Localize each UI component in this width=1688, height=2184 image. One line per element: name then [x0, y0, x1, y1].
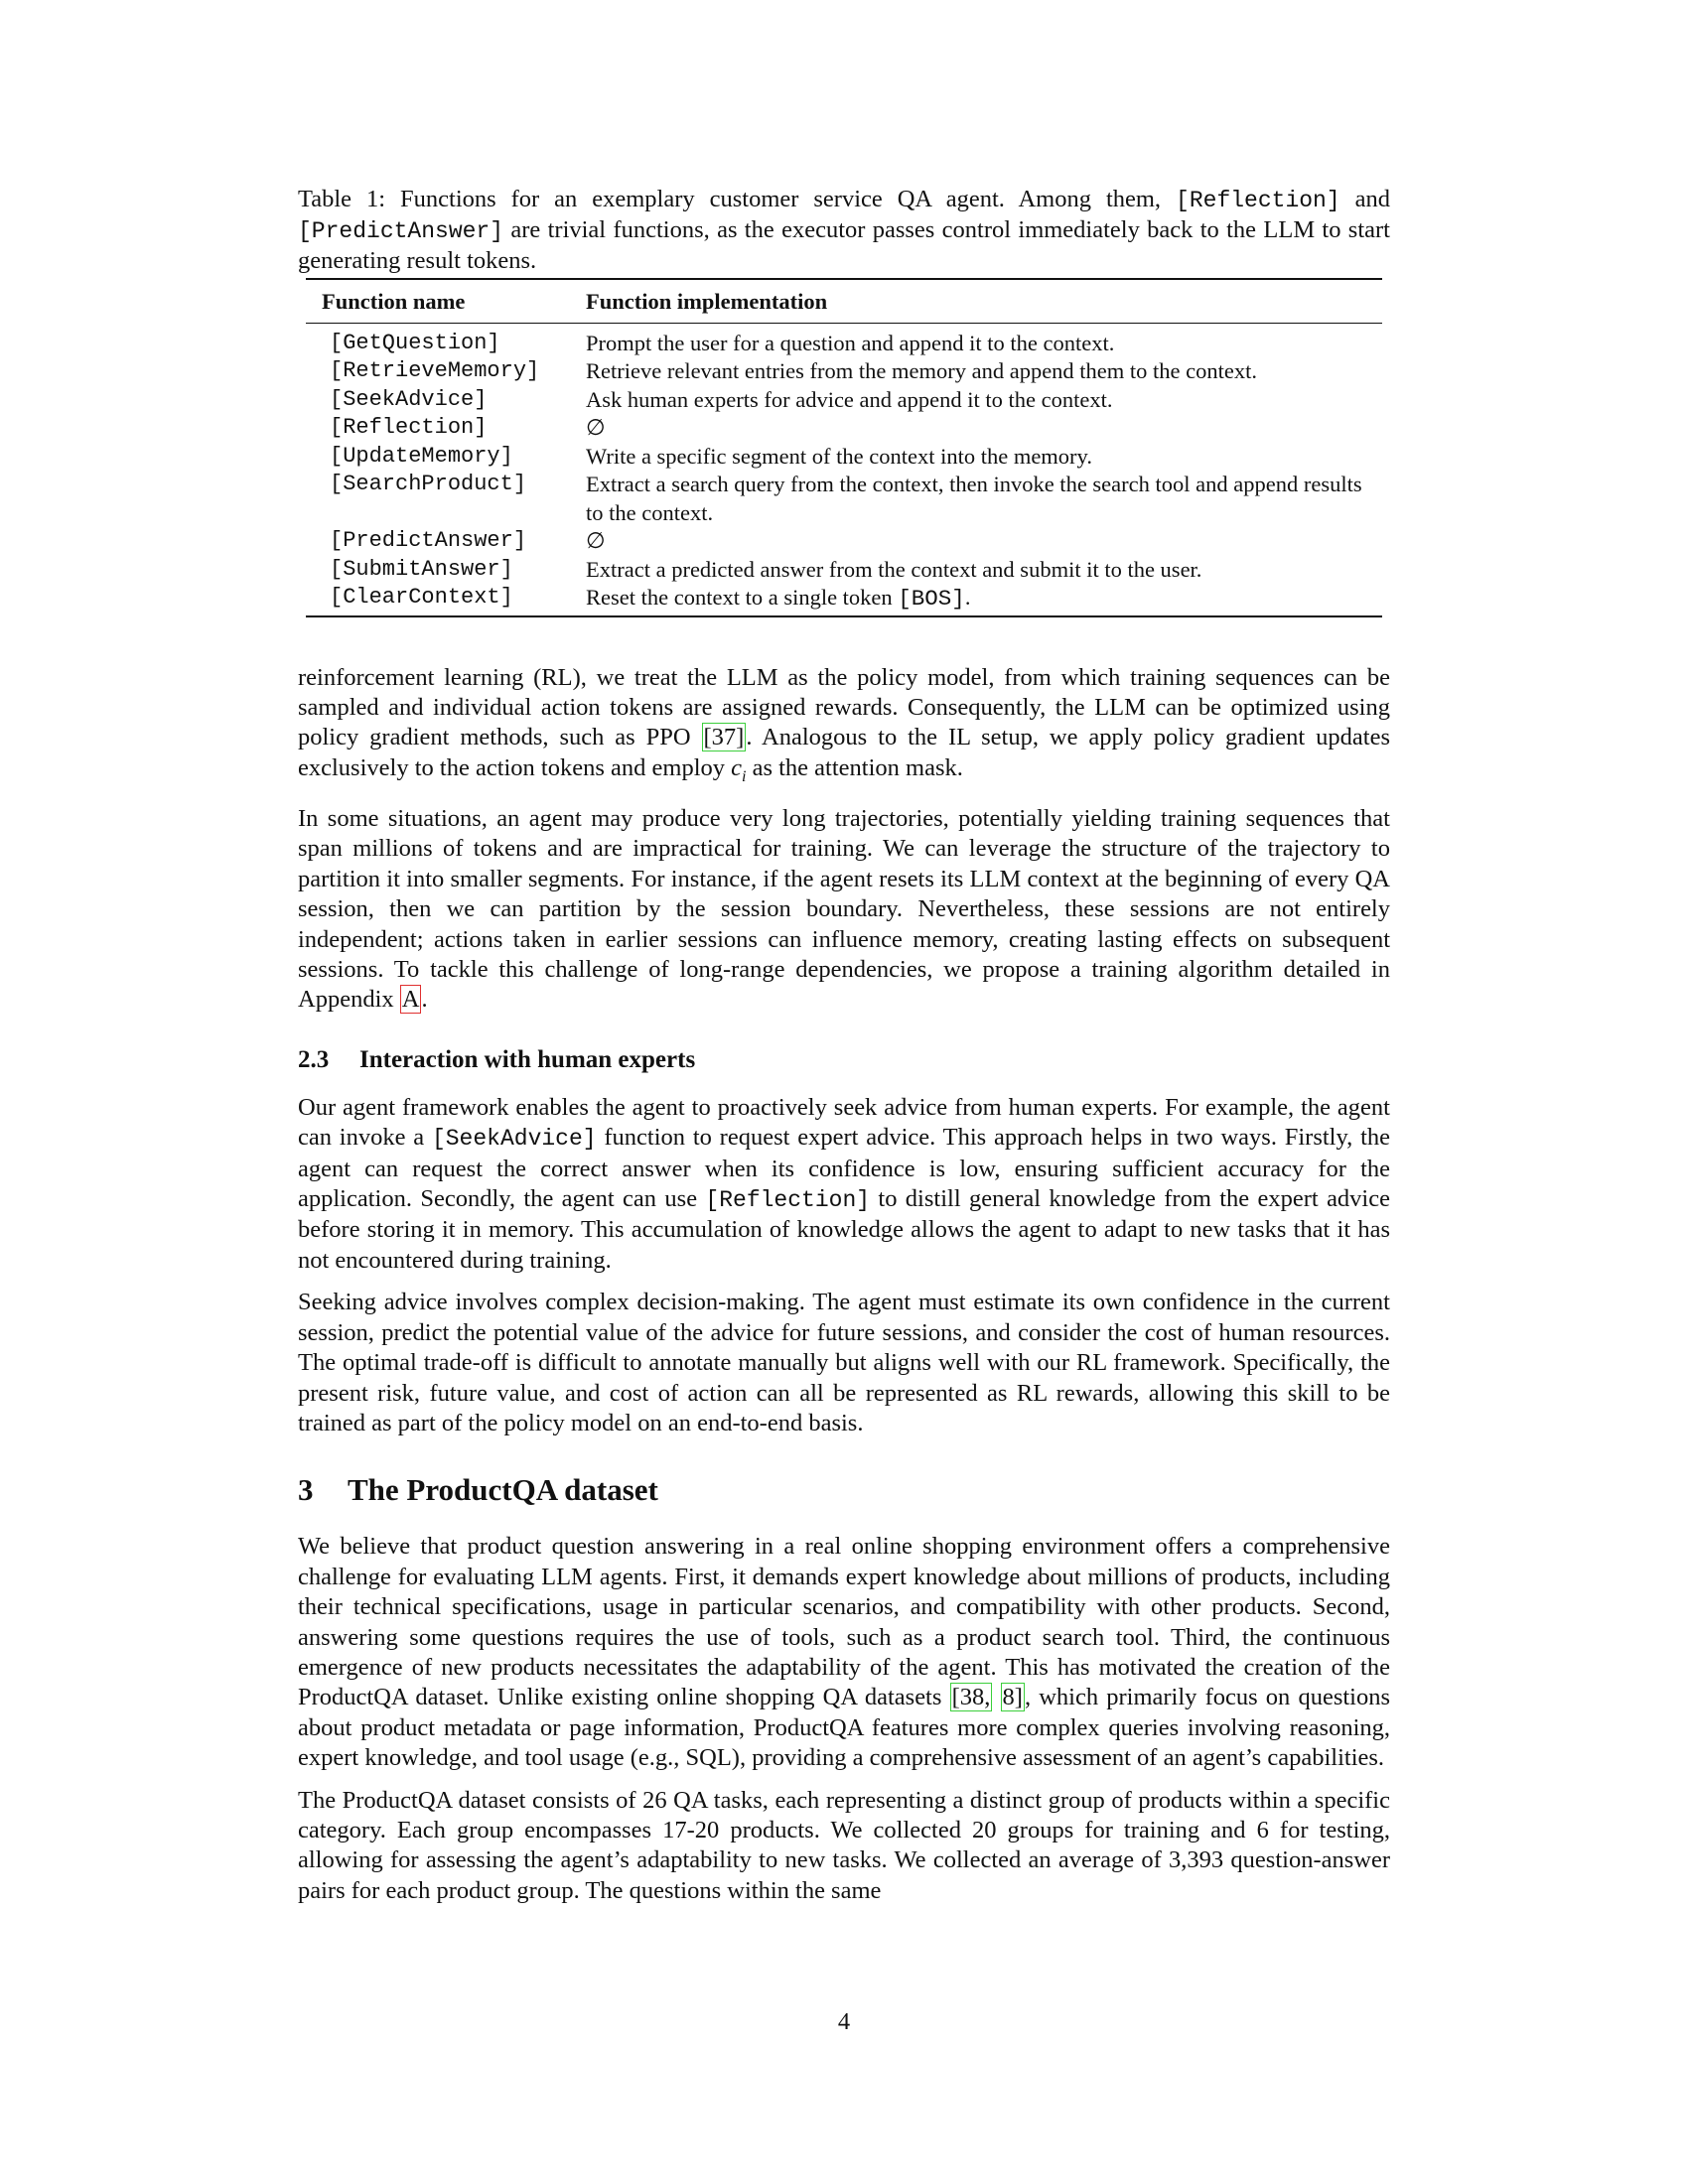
- function-name-cell: [RetrieveMemory]: [330, 358, 540, 383]
- function-impl-cell: Reset the context to a single token [BOS].: [586, 584, 1382, 616]
- code-bos: [BOS]: [898, 586, 965, 612]
- function-impl-cell: ∅: [586, 528, 606, 553]
- citation-link[interactable]: 8]: [1002, 1684, 1023, 1711]
- function-impl-cell: Prompt the user for a question and append it to the context.: [586, 330, 1115, 355]
- citation-link[interactable]: [37]: [703, 724, 745, 751]
- function-name-cell: [PredictAnswer]: [330, 528, 527, 553]
- paragraph-productqa-motivation: We believe that product question answering in a real online shopping environment offers a comprehensive challenge for evaluating LLM agents. First, it demands expert knowledge about millions of products, including their technical specifications, usage in particular scenarios, and compatibility with other products. Second, answering some questions requires the use of tools, such as a product search tool. Third, the continuous emergence of new products necessitates the adaptability of the agent. This has motivated the creation of the ProductQA dataset. Unlike existing online shopping QA datasets [38, 8], which primarily focus on questions about product metadata or page information, ProductQA features more complex queries involving reasoning, expert knowledge, and tool usage (e.g., SQL), providing a comprehensive assessment of an agent’s capabilities.: [298, 1533, 1391, 1772]
- function-name-cell: [SubmitAnswer]: [330, 556, 513, 582]
- code-reflection: [Reflection]: [705, 1187, 871, 1214]
- table-row: [306, 556, 1382, 585]
- table-row: [306, 584, 1382, 616]
- table-row: [306, 323, 1382, 357]
- column-header-function-name: Function name: [306, 279, 586, 323]
- function-impl-cell: Extract a search query from the context, then invoke the search tool and append results to the context.: [586, 472, 1362, 525]
- table-row: [306, 357, 1382, 386]
- function-name-cell: [UpdateMemory]: [330, 443, 513, 469]
- paragraph-seek-advice: Our agent framework enables the agent to proactively seek advice from human experts. For example, the agent can invoke a [SeekAdvice] function to request expert advice. This approach helps in two ways. Firstly, the agent can request the correct answer when its confidence is low, ensuring sufficient accuracy for the application. Secondly, the agent can use [Reflection] to distill general knowledge from the expert advice before storing it in memory. This accumulation of knowledge allows the agent to adapt to new tasks that it has not encountered during training.: [298, 1093, 1390, 1274]
- code-reflection: [Reflection]: [1176, 188, 1340, 213]
- function-impl-cell: Retrieve relevant entries from the memory and append them to the context.: [586, 358, 1258, 383]
- table-row: [306, 443, 1382, 472]
- function-impl-cell: Write a specific segment of the context into the memory.: [586, 443, 1092, 469]
- section-heading-2-3: 2.3 Interaction with human experts: [298, 1045, 696, 1073]
- function-impl-cell: Ask human experts for advice and append it to the context.: [586, 386, 1113, 412]
- page-number: 4: [837, 2008, 851, 2035]
- function-name-cell: [Reflection]: [330, 415, 488, 440]
- paragraph-rl: reinforcement learning (RL), we treat the LLM as the policy model, from which training sequences can be sampled and individual action tokens are assigned rewards. Consequently, the LLM can be optimized using policy gradient methods, such as PPO [37]. Analogous to the IL setup, we apply policy gradient updates exclusively to the action tokens and employ $c_i$ as the attention mask.: [298, 663, 1390, 785]
- paragraph-productqa-composition: The ProductQA dataset consists of 26 QA tasks, each representing a distinct group of products within a specific category. Each group encompasses 17-20 products. We collected 20 groups for training and 6 for testing, allowing for assessing the agent’s adaptability to new tasks. We collected an average of 3,393 question-answer pairs for each product group. The questions within the same: [298, 1786, 1390, 1904]
- paper-page: [298, 185, 1390, 1906]
- functions-table: [306, 278, 1382, 617]
- function-impl-cell: Extract a predicted answer from the context and submit it to the user.: [586, 556, 1202, 582]
- table-row: [306, 471, 1382, 527]
- section-heading-3: 3 The ProductQA dataset: [298, 1472, 658, 1508]
- function-name-cell: [ClearContext]: [306, 584, 586, 616]
- table-row: [306, 414, 1382, 443]
- code-predictanswer: [PredictAnswer]: [298, 218, 504, 244]
- function-name-cell: [GetQuestion]: [330, 330, 500, 355]
- column-header-function-implementation: Function implementation: [586, 279, 1382, 323]
- table-caption: Table 1: Functions for an exemplary customer service QA agent. Among them, [Reflection] and [PredictAnswer] are trivial functions, as the executor passes control immediately back to the LLM to start generating result tokens.: [298, 186, 1391, 274]
- table-row: [306, 527, 1382, 556]
- appendix-link[interactable]: A: [401, 986, 420, 1014]
- function-name-cell: [SeekAdvice]: [330, 386, 488, 412]
- table-row: [306, 386, 1382, 415]
- paragraph-trajectories: In some situations, an agent may produce very long trajectories, potentially yielding training sequences that span millions of tokens and are impractical for training. We can leverage the structure of the trajectory to partition it into smaller segments. For instance, if the agent resets its LLM context at the beginning of every QA session, then we can partition by the session boundary. Nevertheless, these sessions are not entirely independent; actions taken in earlier sessions can influence memory, creating lasting effects on subsequent sessions. To tackle this challenge of long-range dependencies, we propose a training algorithm detailed in Appendix A.: [298, 805, 1390, 1014]
- function-impl-cell: ∅: [586, 415, 606, 440]
- paragraph-decision-making: Seeking advice involves complex decision-making. The agent must estimate its own confidence in the current session, predict the potential value of the advice for future sessions, and consider the cost of human resources. The optimal trade-off is difficult to annotate manually but aligns well with our RL framework. Specifically, the present risk, future value, and cost of action can all be represented as RL rewards, allowing this skill to be trained as part of the policy model on an end-to-end basis.: [298, 1289, 1390, 1436]
- code-seekadvice: [SeekAdvice]: [431, 1126, 597, 1153]
- citation-link[interactable]: [38,: [951, 1684, 991, 1711]
- function-name-cell: [SearchProduct]: [330, 472, 527, 496]
- math-symbol: $c_i$: [731, 753, 747, 785]
